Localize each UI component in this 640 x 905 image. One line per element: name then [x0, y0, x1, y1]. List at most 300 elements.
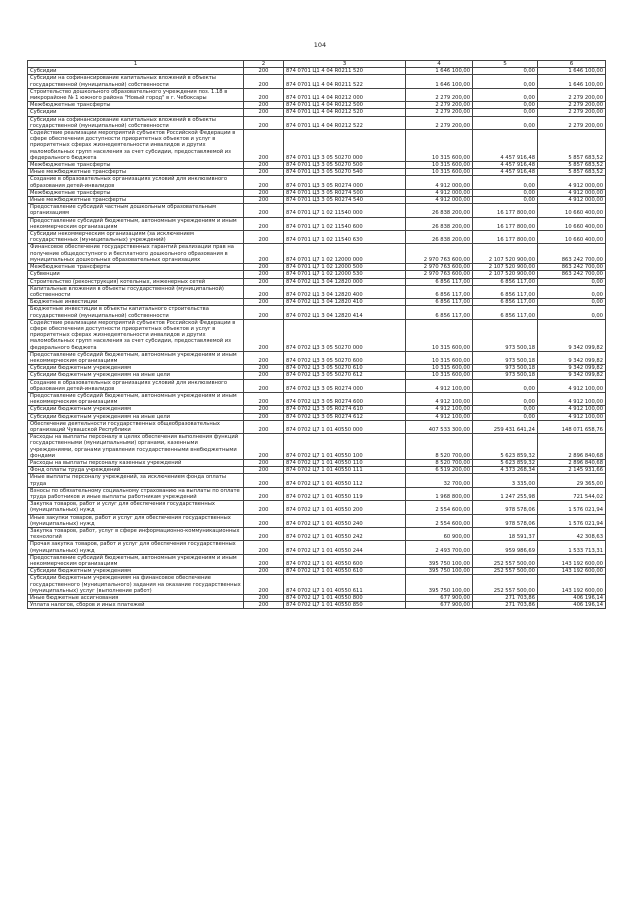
table-row	[28, 392, 606, 405]
column-header: 4	[406, 61, 473, 68]
row-value-5: 2 107 520 900,00	[473, 264, 538, 271]
row-value-4: 395 750 100,00	[406, 575, 473, 595]
table-row	[28, 541, 606, 554]
row-value-4: 2 279 200,00	[406, 88, 473, 101]
row-value-5: 18 591,37	[473, 528, 538, 541]
row-value-6: 29 365,00	[538, 474, 606, 487]
table-row	[28, 379, 606, 392]
row-name: Бюджетные инвестиции	[28, 299, 244, 306]
row-value-5: 6 856 117,00	[473, 299, 538, 306]
row-name: Закупка товаров, работ, услуг в сфере информационно-коммуникационных технологий	[28, 528, 244, 541]
row-value-6: 0,00	[538, 306, 606, 319]
row-value-5: 0,00	[473, 176, 538, 189]
row-code: 200	[244, 116, 284, 129]
row-value-4: 395 750 100,00	[406, 568, 473, 575]
row-value-6: 9 342 099,82	[538, 351, 606, 364]
row-name: Иные бюджетные ассигнования	[28, 595, 244, 602]
row-value-4: 6 519 200,00	[406, 467, 473, 474]
row-value-5: 4 457 916,48	[473, 169, 538, 176]
row-value-4: 26 838 200,00	[406, 204, 473, 217]
row-value-6: 0,00	[538, 285, 606, 298]
row-value-6: 406 196,14	[538, 602, 606, 609]
row-kbk: 874 0701 Ц3 3 05 R0274 500	[284, 189, 406, 196]
row-name: Обеспечение деятельности государственных общеобразовательных организаций Чувашской Республики	[28, 420, 244, 433]
row-kbk: 874 0702 Ц1 3 04 12820 414	[284, 306, 406, 319]
row-value-6: 863 242 700,00	[538, 271, 606, 278]
row-value-4: 10 315 600,00	[406, 365, 473, 372]
table-row	[28, 351, 606, 364]
table-row	[28, 176, 606, 189]
row-code: 200	[244, 102, 284, 109]
row-code: 200	[244, 231, 284, 244]
row-name: Уплата налогов, сборов и иных платежей	[28, 602, 244, 609]
row-kbk: 874 0701 Ц7 1 02 11540 630	[284, 231, 406, 244]
row-value-5: 959 986,69	[473, 541, 538, 554]
table-row	[28, 299, 606, 306]
row-value-4: 2 279 200,00	[406, 116, 473, 129]
table-row	[28, 467, 606, 474]
row-value-6: 10 660 400,00	[538, 217, 606, 230]
row-code: 200	[244, 474, 284, 487]
row-value-4: 10 315 600,00	[406, 351, 473, 364]
row-code: 200	[244, 575, 284, 595]
row-kbk: 874 0702 Ц7 1 01 40550 850	[284, 602, 406, 609]
row-value-4: 1 646 100,00	[406, 68, 473, 75]
row-name: Межбюджетные трансферты	[28, 162, 244, 169]
row-name: Субсидии бюджетным учреждениям	[28, 365, 244, 372]
row-value-5: 4 457 916,48	[473, 130, 538, 162]
row-name: Создание в образовательных организациях условий для инклюзивного образования детей-инвалидов	[28, 176, 244, 189]
column-header: 3	[284, 61, 406, 68]
row-kbk: 874 0702 Ц1 3 04 12820 400	[284, 285, 406, 298]
row-kbk: 874 0701 Ц1 4 04 R0212 500	[284, 102, 406, 109]
table-row	[28, 271, 606, 278]
table-row	[28, 244, 606, 264]
row-name: Расходы на выплаты персоналу казенных учреждений	[28, 459, 244, 466]
row-name: Предоставление субсидий частным дошкольным образовательным организациям	[28, 204, 244, 217]
budget-table	[27, 60, 606, 609]
row-kbk: 874 0702 Ц7 1 01 40550 242	[284, 528, 406, 541]
row-value-6: 4 912 100,00	[538, 406, 606, 413]
table-row	[28, 319, 606, 351]
table-header-row	[28, 61, 606, 68]
row-value-4: 395 750 100,00	[406, 554, 473, 567]
row-kbk: 874 0701 Ц7 1 02 12000 530	[284, 271, 406, 278]
row-value-4: 6 856 117,00	[406, 278, 473, 285]
row-code: 200	[244, 285, 284, 298]
row-code: 200	[244, 130, 284, 162]
row-value-4: 6 856 117,00	[406, 306, 473, 319]
row-value-4: 2 279 200,00	[406, 109, 473, 116]
row-kbk: 874 0702 Ц7 1 01 40550 112	[284, 474, 406, 487]
row-name: Бюджетные инвестиции в объекты капитального строительства государственной (муниципальной) собственности	[28, 306, 244, 319]
row-value-6: 1 646 100,00	[538, 75, 606, 88]
row-kbk: 874 0701 Ц1 4 04 R0212 000	[284, 88, 406, 101]
row-code: 200	[244, 88, 284, 101]
row-value-4: 8 520 700,00	[406, 434, 473, 460]
row-name: Предоставление субсидий бюджетным, автономным учреждениям и иным некоммерческим организациям	[28, 217, 244, 230]
row-kbk: 874 0701 Ц3 3 05 50270 500	[284, 162, 406, 169]
row-value-5: 16 177 800,00	[473, 231, 538, 244]
row-kbk: 874 0702 Ц7 1 01 40550 610	[284, 568, 406, 575]
row-name: Взносы по обязательному социальному страхованию на выплаты по оплате труда работников и иные выплаты работникам учреждений	[28, 487, 244, 500]
table-row	[28, 264, 606, 271]
row-value-5: 0,00	[473, 102, 538, 109]
row-value-5: 4 373 268,34	[473, 467, 538, 474]
row-value-6: 9 342 099,82	[538, 365, 606, 372]
row-code: 200	[244, 162, 284, 169]
row-value-5: 259 431 641,24	[473, 420, 538, 433]
row-kbk: 874 0702 Ц7 1 01 40550 800	[284, 595, 406, 602]
row-name: Иные межбюджетные трансферты	[28, 169, 244, 176]
row-kbk: 874 0702 Ц3 3 05 50270 000	[284, 319, 406, 351]
row-value-4: 4 912 000,00	[406, 176, 473, 189]
row-name: Иные выплаты персоналу учреждений, за исключением фонда оплаты труда	[28, 474, 244, 487]
row-value-6: 1 576 021,94	[538, 501, 606, 514]
table-row	[28, 602, 606, 609]
row-name: Субсидии некоммерческим организациям (за исключением государственных (муниципальных) учреждений)	[28, 231, 244, 244]
row-value-6: 4 912 100,00	[538, 413, 606, 420]
column-header: 5	[473, 61, 538, 68]
row-value-6: 4 912 000,00	[538, 189, 606, 196]
row-name: Субсидии бюджетным учреждениям на иные цели	[28, 413, 244, 420]
row-code: 200	[244, 351, 284, 364]
row-value-6: 2 896 840,68	[538, 434, 606, 460]
row-name: Иные межбюджетные трансферты	[28, 197, 244, 204]
row-value-5: 0,00	[473, 379, 538, 392]
row-kbk: 874 0702 Ц7 1 01 40550 000	[284, 420, 406, 433]
row-kbk: 874 0702 Ц3 3 05 50270 610	[284, 365, 406, 372]
row-value-4: 407 533 300,00	[406, 420, 473, 433]
row-value-6: 42 308,63	[538, 528, 606, 541]
row-value-6: 143 192 600,00	[538, 568, 606, 575]
table-row	[28, 413, 606, 420]
table-row	[28, 68, 606, 75]
row-value-6: 721 544,02	[538, 487, 606, 500]
table-row	[28, 75, 606, 88]
table-row	[28, 285, 606, 298]
row-value-4: 2 970 763 600,00	[406, 264, 473, 271]
table-row	[28, 372, 606, 379]
row-name: Субсидии на софинансирование капитальных вложений в объекты государственной (муниципальной) собственности	[28, 116, 244, 129]
row-name: Иные закупки товаров, работ и услуг для обеспечения государственных (муниципальных) нужд	[28, 514, 244, 527]
table-row	[28, 568, 606, 575]
row-value-6: 406 196,14	[538, 595, 606, 602]
column-header: 6	[538, 61, 606, 68]
table-row	[28, 514, 606, 527]
row-value-4: 10 315 600,00	[406, 319, 473, 351]
row-value-5: 252 557 500,00	[473, 554, 538, 567]
row-value-5: 0,00	[473, 413, 538, 420]
row-value-4: 2 970 763 600,00	[406, 271, 473, 278]
row-code: 200	[244, 487, 284, 500]
table-row	[28, 474, 606, 487]
row-code: 200	[244, 217, 284, 230]
row-kbk: 874 0701 Ц1 4 04 R0211 520	[284, 68, 406, 75]
table-row	[28, 162, 606, 169]
row-value-6: 5 857 683,52	[538, 130, 606, 162]
row-name: Субсидии на софинансирование капитальных вложений в объекты государственной (муниципальной) собственности	[28, 75, 244, 88]
row-value-6: 863 242 700,00	[538, 244, 606, 264]
row-value-6: 143 192 600,00	[538, 575, 606, 595]
row-value-6: 2 896 840,68	[538, 459, 606, 466]
row-name: Содействие реализации мероприятий субъектов Российской Федерации в сфере обеспечения доступности приоритетных объектов и услуг в приоритетных сферах жизнедеятельности инвалидов и других маломобильных групп населения за счет субсидии, предоставляемой из федерального бюджета	[28, 130, 244, 162]
table-row	[28, 102, 606, 109]
row-code: 200	[244, 271, 284, 278]
table-row	[28, 197, 606, 204]
row-name: Строительство (реконструкция) котельных, инженерных сетей	[28, 278, 244, 285]
row-code: 200	[244, 595, 284, 602]
table-row	[28, 217, 606, 230]
row-value-4: 2 279 200,00	[406, 102, 473, 109]
row-code: 200	[244, 467, 284, 474]
row-value-6: 4 912 000,00	[538, 176, 606, 189]
row-code: 200	[244, 602, 284, 609]
row-kbk: 874 0702 Ц1 3 04 12820 000	[284, 278, 406, 285]
row-code: 200	[244, 528, 284, 541]
row-value-5: 3 335,00	[473, 474, 538, 487]
row-kbk: 874 0701 Ц3 3 05 R0274 000	[284, 176, 406, 189]
row-kbk: 874 0702 Ц7 1 01 40550 600	[284, 554, 406, 567]
table-row	[28, 130, 606, 162]
row-kbk: 874 0701 Ц7 1 02 11540 000	[284, 204, 406, 217]
row-value-4: 4 912 100,00	[406, 379, 473, 392]
table-row	[28, 554, 606, 567]
row-code: 200	[244, 392, 284, 405]
row-value-6: 2 145 931,66	[538, 467, 606, 474]
row-value-4: 60 900,00	[406, 528, 473, 541]
row-value-5: 6 856 117,00	[473, 278, 538, 285]
row-kbk: 874 0702 Ц7 1 01 40550 240	[284, 514, 406, 527]
row-value-6: 10 660 400,00	[538, 204, 606, 217]
row-name: Расходы на выплаты персоналу в целях обеспечения выполнения функций государственными (муниципальными) органами, казенными учреждениями, органами управления государственными внебюджетными фондами	[28, 434, 244, 460]
row-code: 200	[244, 319, 284, 351]
row-code: 200	[244, 420, 284, 433]
row-kbk: 874 0702 Ц7 1 01 40550 110	[284, 459, 406, 466]
row-value-5: 0,00	[473, 116, 538, 129]
row-value-6: 4 912 000,00	[538, 197, 606, 204]
row-value-6: 1 533 713,31	[538, 541, 606, 554]
table-row	[28, 365, 606, 372]
row-value-5: 0,00	[473, 197, 538, 204]
row-value-4: 2 493 700,00	[406, 541, 473, 554]
row-value-4: 10 315 600,00	[406, 372, 473, 379]
column-header: 2	[244, 61, 284, 68]
row-name: Предоставление субсидий бюджетным, автономным учреждениям и иным некоммерческим организациям	[28, 554, 244, 567]
row-value-5: 978 578,06	[473, 514, 538, 527]
row-kbk: 874 0702 Ц1 3 04 12820 410	[284, 299, 406, 306]
row-value-6: 2 279 200,00	[538, 109, 606, 116]
row-code: 200	[244, 197, 284, 204]
row-code: 200	[244, 365, 284, 372]
row-code: 200	[244, 75, 284, 88]
row-value-5: 2 107 520 900,00	[473, 271, 538, 278]
row-value-5: 0,00	[473, 88, 538, 101]
row-name: Финансовое обеспечение государственных гарантий реализации прав на получение общедоступного и бесплатного дошкольного образования в муниципальных дошкольных образовательных организациях	[28, 244, 244, 264]
row-value-6: 0,00	[538, 278, 606, 285]
row-code: 200	[244, 514, 284, 527]
row-value-4: 4 912 100,00	[406, 413, 473, 420]
table-row	[28, 109, 606, 116]
row-value-5: 4 457 916,48	[473, 162, 538, 169]
row-value-5: 0,00	[473, 68, 538, 75]
row-code: 200	[244, 554, 284, 567]
row-name: Строительство дошкольного образовательного учреждения поз. 1.18 в микрорайоне № 1 южного района "Новый город" в г. Чебоксары	[28, 88, 244, 101]
row-value-6: 4 912 100,00	[538, 392, 606, 405]
row-code: 200	[244, 541, 284, 554]
row-value-6: 148 071 658,76	[538, 420, 606, 433]
row-code: 200	[244, 264, 284, 271]
row-value-4: 8 520 700,00	[406, 459, 473, 466]
table-row	[28, 459, 606, 466]
row-value-4: 6 856 117,00	[406, 299, 473, 306]
table-row	[28, 204, 606, 217]
row-value-5: 271 703,86	[473, 595, 538, 602]
row-value-6: 2 279 200,00	[538, 116, 606, 129]
row-kbk: 874 0702 Ц3 3 05 R0274 600	[284, 392, 406, 405]
table-row	[28, 420, 606, 433]
row-code: 200	[244, 413, 284, 420]
row-kbk: 874 0701 Ц7 1 02 12000 500	[284, 264, 406, 271]
table-row	[28, 487, 606, 500]
column-header: 1	[28, 61, 244, 68]
row-code: 200	[244, 568, 284, 575]
row-name: Субсидии бюджетным учреждениям на финансовое обеспечение государственного (муниципального) задания на оказание государственных (муниципальных) услуг (выполнение работ)	[28, 575, 244, 595]
row-value-5: 16 177 800,00	[473, 204, 538, 217]
row-value-6: 143 192 600,00	[538, 554, 606, 567]
table-row	[28, 231, 606, 244]
row-kbk: 874 0702 Ц3 3 05 R0274 610	[284, 406, 406, 413]
row-name: Межбюджетные трансферты	[28, 102, 244, 109]
table-row	[28, 595, 606, 602]
row-name: Субсидии	[28, 68, 244, 75]
row-value-4: 1 968 800,00	[406, 487, 473, 500]
row-kbk: 874 0702 Ц3 3 05 R0274 612	[284, 413, 406, 420]
row-value-4: 32 700,00	[406, 474, 473, 487]
row-name: Создание в образовательных организациях условий для инклюзивного образования детей-инвалидов	[28, 379, 244, 392]
row-value-6: 4 912 100,00	[538, 379, 606, 392]
row-value-5: 978 578,06	[473, 501, 538, 514]
row-code: 200	[244, 68, 284, 75]
row-kbk: 874 0702 Ц7 1 01 40550 111	[284, 467, 406, 474]
row-value-4: 1 646 100,00	[406, 75, 473, 88]
row-value-4: 26 838 200,00	[406, 231, 473, 244]
budget-table-body	[28, 61, 606, 609]
row-value-5: 0,00	[473, 392, 538, 405]
row-name: Субсидии бюджетным учреждениям	[28, 406, 244, 413]
row-value-6: 10 660 400,00	[538, 231, 606, 244]
row-value-5: 2 107 520 900,00	[473, 244, 538, 264]
row-name: Предоставление субсидий бюджетным, автономным учреждениям и иным некоммерческим организациям	[28, 392, 244, 405]
row-value-5: 973 500,18	[473, 351, 538, 364]
row-name: Капитальные вложения в объекты государственной (муниципальной) собственности	[28, 285, 244, 298]
row-kbk: 874 0701 Ц1 4 04 R0212 520	[284, 109, 406, 116]
row-value-5: 6 856 117,00	[473, 306, 538, 319]
table-row	[28, 278, 606, 285]
row-name: Субсидии	[28, 109, 244, 116]
row-code: 200	[244, 372, 284, 379]
row-value-4: 10 315 600,00	[406, 169, 473, 176]
row-name: Прочая закупка товаров, работ и услуг для обеспечения государственных (муниципальных) нужд	[28, 541, 244, 554]
row-kbk: 874 0702 Ц7 1 01 40550 244	[284, 541, 406, 554]
row-value-5: 0,00	[473, 406, 538, 413]
row-value-4: 2 554 600,00	[406, 514, 473, 527]
row-value-5: 5 623 859,32	[473, 459, 538, 466]
row-kbk: 874 0702 Ц7 1 01 40550 200	[284, 501, 406, 514]
row-value-6: 1 576 021,94	[538, 514, 606, 527]
row-value-5: 252 557 500,00	[473, 568, 538, 575]
row-code: 200	[244, 299, 284, 306]
row-code: 200	[244, 406, 284, 413]
row-code: 200	[244, 176, 284, 189]
table-row	[28, 406, 606, 413]
row-value-5: 16 177 800,00	[473, 217, 538, 230]
row-value-4: 677 900,00	[406, 602, 473, 609]
row-code: 200	[244, 244, 284, 264]
row-code: 200	[244, 204, 284, 217]
row-value-5: 0,00	[473, 109, 538, 116]
row-code: 200	[244, 434, 284, 460]
row-kbk: 874 0701 Ц1 4 04 R0211 522	[284, 75, 406, 88]
row-value-4: 677 900,00	[406, 595, 473, 602]
table-row	[28, 189, 606, 196]
table-row	[28, 169, 606, 176]
row-value-5: 0,00	[473, 189, 538, 196]
row-value-5: 271 703,86	[473, 602, 538, 609]
row-name: Содействие реализации мероприятий субъектов Российской Федерации в сфере обеспечения доступности приоритетных объектов и услуг в приоритетных сферах жизнедеятельности инвалидов и других маломобильных групп населения за счет субсидии, предоставляемой из федерального бюджета	[28, 319, 244, 351]
row-value-4: 26 838 200,00	[406, 217, 473, 230]
row-value-5: 973 500,18	[473, 372, 538, 379]
row-value-6: 0,00	[538, 299, 606, 306]
row-kbk: 874 0701 Ц3 3 05 50270 000	[284, 130, 406, 162]
row-value-6: 2 279 200,00	[538, 88, 606, 101]
row-kbk: 874 0701 Ц3 3 05 R0274 540	[284, 197, 406, 204]
row-name: Закупка товаров, работ и услуг для обеспечения государственных (муниципальных) нужд	[28, 501, 244, 514]
row-value-4: 4 912 000,00	[406, 197, 473, 204]
row-value-4: 2 970 763 600,00	[406, 244, 473, 264]
row-value-6: 5 857 683,52	[538, 162, 606, 169]
row-code: 200	[244, 379, 284, 392]
row-name: Субсидии бюджетным учреждениям на иные цели	[28, 372, 244, 379]
row-code: 200	[244, 109, 284, 116]
row-kbk: 874 0702 Ц3 3 05 50270 600	[284, 351, 406, 364]
row-value-6: 9 342 099,82	[538, 319, 606, 351]
row-name: Фонд оплаты труда учреждений	[28, 467, 244, 474]
row-name: Субвенции	[28, 271, 244, 278]
row-value-5: 6 856 117,00	[473, 285, 538, 298]
row-name: Субсидии бюджетным учреждениям	[28, 568, 244, 575]
row-value-5: 252 557 500,00	[473, 575, 538, 595]
row-code: 200	[244, 306, 284, 319]
row-name: Межбюджетные трансферты	[28, 264, 244, 271]
row-code: 200	[244, 278, 284, 285]
row-value-6: 5 857 683,52	[538, 169, 606, 176]
row-value-5: 5 623 859,32	[473, 434, 538, 460]
row-kbk: 874 0701 Ц7 1 02 11540 600	[284, 217, 406, 230]
row-value-4: 10 315 600,00	[406, 162, 473, 169]
row-value-4: 4 912 100,00	[406, 406, 473, 413]
row-code: 200	[244, 459, 284, 466]
table-row	[28, 501, 606, 514]
row-value-5: 973 500,18	[473, 319, 538, 351]
table-row	[28, 434, 606, 460]
row-value-4: 10 315 600,00	[406, 130, 473, 162]
table-row	[28, 575, 606, 595]
table-row	[28, 528, 606, 541]
row-value-5: 1 247 255,98	[473, 487, 538, 500]
row-value-4: 4 912 100,00	[406, 392, 473, 405]
row-kbk: 874 0702 Ц7 1 01 40550 611	[284, 575, 406, 595]
